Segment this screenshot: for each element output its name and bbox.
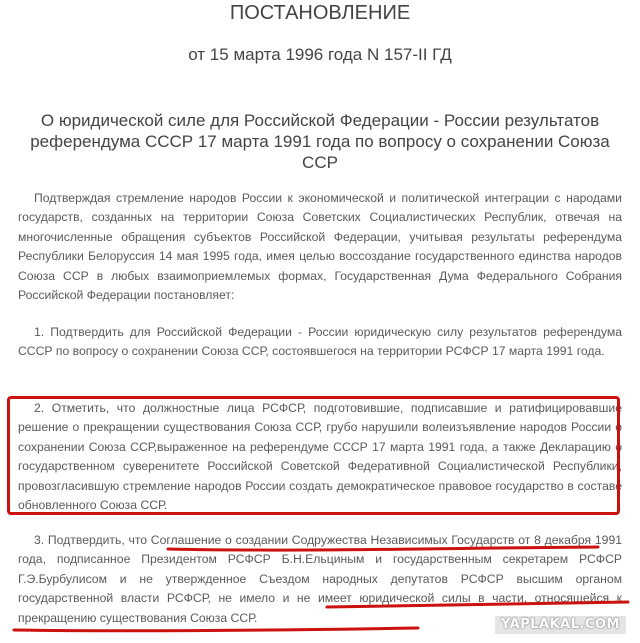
paragraph-item-2: 2. Отметить, что должностные лица РСФСР, подготовившие, подписавшие и ратифицировавшие решение о прекращении существования Союза ССР, грубо нарушили волеизъявление народов России о сохранении Союза ССР,выраженное на референдуме СССР 17 марта 1991 года, а также Декларацию о государственном суверенитете Российской Советской Федеративной Социалистической Республики, провозгласившую стремление народов России создать демократическое правовое государство в составе обновленного Союза ССР. [18, 401, 622, 513]
document-heading: О юридической силе для Российской Федерации - России результатов референдума СССР 17 марта 1991 года по вопросу о сохранении Союза ССР [30, 111, 610, 172]
watermark-logo: YAPLAKAL.COM [495, 616, 626, 634]
underline-termination-line [14, 628, 418, 631]
document-date-line: от 15 марта 1996 года N 157-II ГД [188, 45, 452, 64]
document-title: ПОСТАНОВЛЕНИЕ [229, 2, 411, 24]
paragraph-item-3: 3. Подтвердить, что Соглашение о создании Содружества Независимых Государств от 8 декабря 1991 года, подписанное Президентом РСФСР Б.Н.Ельциным и государственным секретарем РСФСР Г.Э.Бурбулисом и не утвержденное Съездом народных депутатов РСФСР высшим органом государственной власти РСФСР, не имело и не имеет юридической силы в части, относящейся к прекращению существования Союза ССР. [18, 533, 622, 625]
paragraph-item-1: 1. Подтвердить для Российской Федерации - России юридическую силу результатов референдума СССР по вопросу о сохранении Союза ССР, состоявшегося на территории РСФСР 17 марта 1991 года. [18, 325, 622, 359]
paragraph-preamble: Подтверждая стремление народов России к экономической и политической интеграции с народами государств, созданных на территории Союза Советских Социалистических Республик, отвечая на многочисленные обращения субъектов Российской Федерации, учитывая результаты референдума Республики Белоруссия 14 мая 1995 года, имея целью воссоздание государственного единства народов Союза ССР в любых взаимоприемлемых формах, Государственная Дума Федерального Собрания Российской Федерации постановляет: [18, 191, 622, 303]
red-highlight-box [7, 396, 620, 515]
